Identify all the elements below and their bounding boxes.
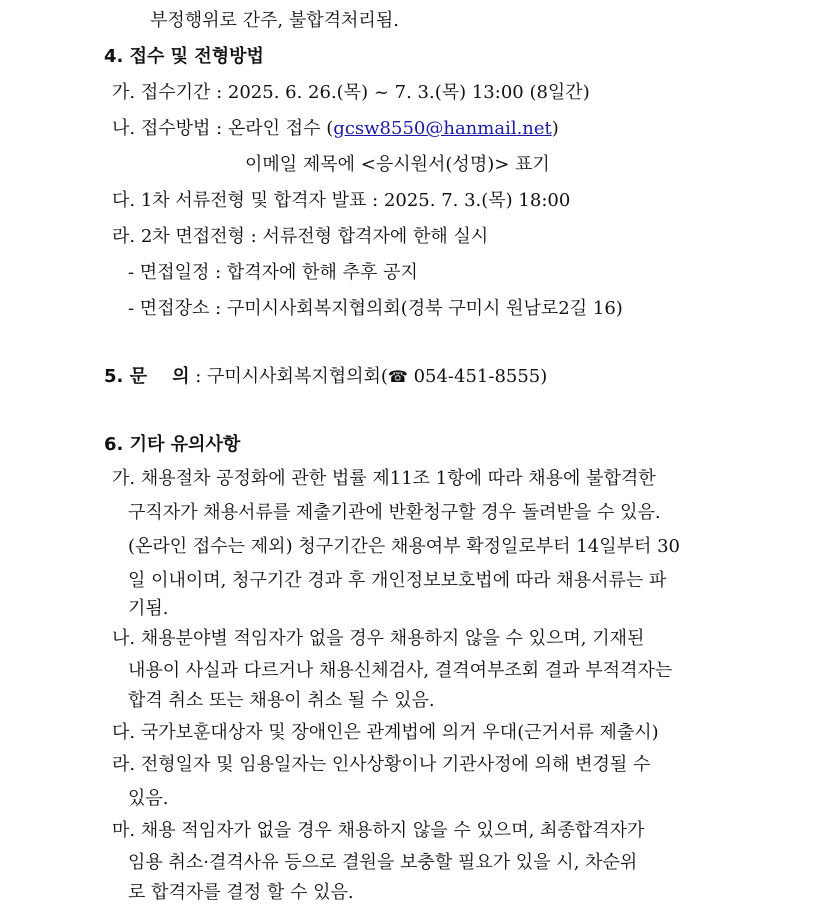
notice-line: 내용이 사실과 다르거나 채용신체검사, 결격여부조회 결과 부적격자는: [128, 660, 673, 681]
notice-line: 구직자가 채용서류를 제출기관에 반환청구할 경우 돌려받을 수 있음.: [128, 502, 661, 523]
receipt-method-close: ): [551, 118, 559, 139]
notice-line: 기됨.: [128, 598, 169, 619]
notice-line: (온라인 접수는 제외) 청구기간은 채용여부 확정일로부터 14일부터 30: [128, 536, 680, 557]
contact-org: 구미시사회복지협의회(: [207, 366, 388, 387]
section-5-heading: 5. 문 의: [104, 366, 190, 387]
phone-icon: ☎: [387, 367, 408, 386]
receipt-method: [112, 116, 559, 142]
notice-line: 다. 국가보훈대상자 및 장애인은 관계법에 의거 우대(근거서류 제출시): [112, 722, 659, 743]
section-6-heading: 6. 기타 유의사항: [104, 434, 241, 455]
notice-line: 합격 취소 또는 채용이 취소 될 수 있음.: [128, 690, 435, 711]
interview-place: - 면접장소 : 구미시사회복지협의회(경북 구미시 원남로2길 16): [128, 298, 623, 319]
interview-schedule: - 면접일정 : 합격자에 한해 추후 공지: [128, 262, 418, 283]
notice-line: 라. 전형일자 및 임용일자는 인사상황이나 기관사정에 의해 변경될 수: [112, 754, 651, 775]
notice-line: 있음.: [128, 788, 169, 809]
notice-line: 일 이내이며, 청구기간 경과 후 개인정보보호법에 따라 채용서류는 파: [128, 570, 667, 591]
notice-line: 마. 채용 적임자가 없을 경우 채용하지 않을 수 있으며, 최종합격자가: [112, 820, 645, 841]
contact-phone: 054-451-8555): [407, 366, 548, 387]
section-5-row: [104, 364, 547, 390]
receipt-period: 가. 접수기간 : 2025. 6. 26.(목) ~ 7. 3.(목) 13:00 (8일간): [112, 82, 590, 103]
notice-line: 가. 채용절차 공정화에 관한 법률 제11조 1항에 따라 채용에 불합격한: [112, 468, 656, 489]
notice-line: 임용 취소·결격사유 등으로 결원을 보충할 필요가 있을 시, 차순위: [128, 852, 638, 873]
section-5-separator: :: [189, 366, 207, 387]
intro-continuation: 부정행위로 간주, 불합격처리됨.: [150, 10, 399, 31]
notice-line: 나. 채용분야별 적임자가 없을 경우 채용하지 않을 수 있으며, 기재된: [112, 628, 645, 649]
email-link[interactable]: gcsw8550@hanmail.net: [333, 118, 552, 139]
notice-line: 로 합격자를 결정 할 수 있음.: [128, 882, 354, 903]
receipt-method-label: 나. 접수방법 : 온라인 접수 (: [112, 118, 334, 139]
email-subject-note: 이메일 제목에 <응시원서(성명)> 표기: [245, 154, 550, 175]
interview-screening: 라. 2차 면접전형 : 서류전형 합격자에 한해 실시: [112, 226, 489, 247]
section-4-heading: 4. 접수 및 전형방법: [104, 46, 264, 67]
document-screening: 다. 1차 서류전형 및 합격자 발표 : 2025. 7. 3.(목) 18:00: [112, 190, 571, 211]
